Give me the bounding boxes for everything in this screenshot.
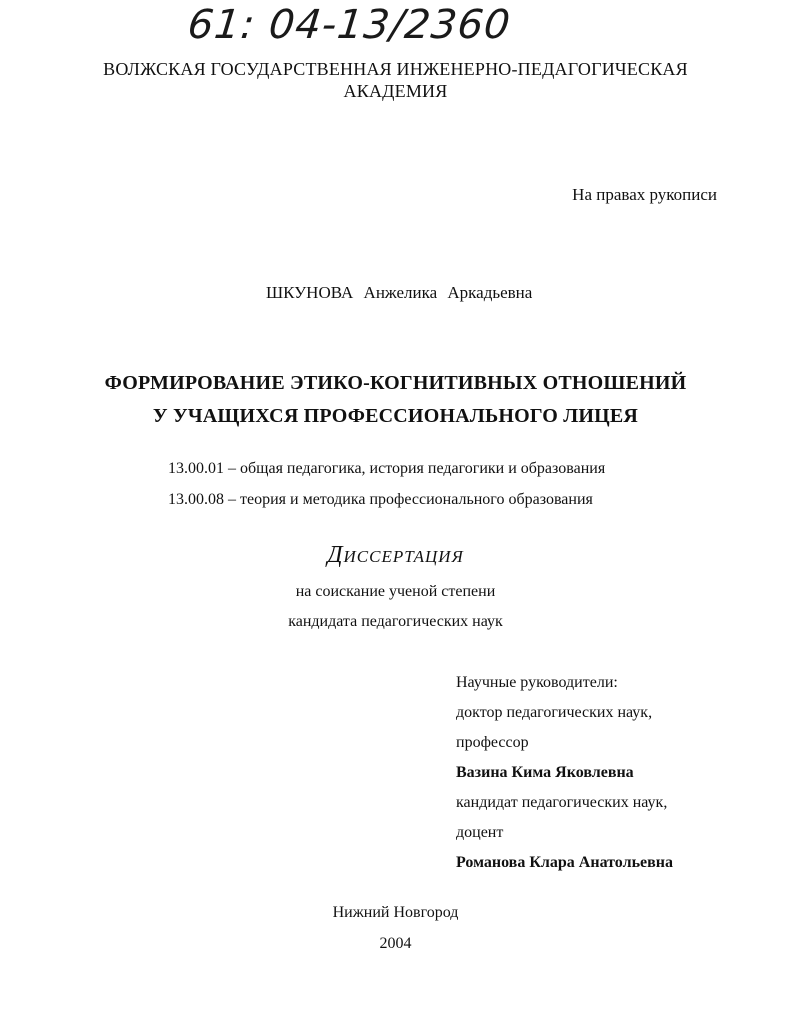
specialty-code-2: 13.00.08 – теория и методика профессионального образования <box>168 491 593 508</box>
author-name <box>266 283 532 303</box>
supervisor-2-degree: кандидат педагогических наук, <box>456 794 668 811</box>
author-surname: ШКУНОВА <box>266 283 354 302</box>
city: Нижний Новгород <box>332 904 459 921</box>
author-first-name: Анжелика <box>363 283 438 302</box>
handwritten-archive-code: 61: 04-13/2360 <box>185 2 514 48</box>
institution-line-1: ВОЛЖСКАЯ ГОСУДАРСТВЕННАЯ ИНЖЕНЕРНО-ПЕДАГОГИЧЕСКАЯ <box>103 59 688 79</box>
supervisor-1-name: Вазина Кима Яковлевна <box>456 764 634 781</box>
institution-line-2: АКАДЕМИЯ <box>343 81 448 101</box>
year: 2004 <box>379 935 412 952</box>
supervisor-2-rank: доцент <box>456 824 504 841</box>
dissertation-title <box>0 367 791 433</box>
supervisor-1-degree: доктор педагогических наук, <box>456 704 653 721</box>
supervisor-1-rank: профессор <box>456 734 529 751</box>
degree-line-1: на соискание ученой степени <box>295 583 496 600</box>
supervisors-heading: Научные руководители: <box>456 674 618 691</box>
title-line-1: ФОРМИРОВАНИЕ ЭТИКО-КОГНИТИВНЫХ ОТНОШЕНИЙ <box>104 372 687 394</box>
supervisors-block <box>456 671 673 881</box>
institution-name <box>0 58 791 102</box>
supervisor-2-name: Романова Клара Анатольевна <box>456 854 673 871</box>
degree-line-2: кандидата педагогических наук <box>288 613 503 630</box>
manuscript-rights-note: На правах рукописи <box>572 185 717 204</box>
title-line-2: У УЧАЩИХСЯ ПРОФЕССИОНАЛЬНОГО ЛИЦЕЯ <box>152 405 639 427</box>
specialty-code-1: 13.00.01 – общая педагогика, история педагогики и образования <box>168 460 606 477</box>
document-genre: Диссертация <box>327 542 464 568</box>
author-patronymic: Аркадьевна <box>447 283 533 302</box>
